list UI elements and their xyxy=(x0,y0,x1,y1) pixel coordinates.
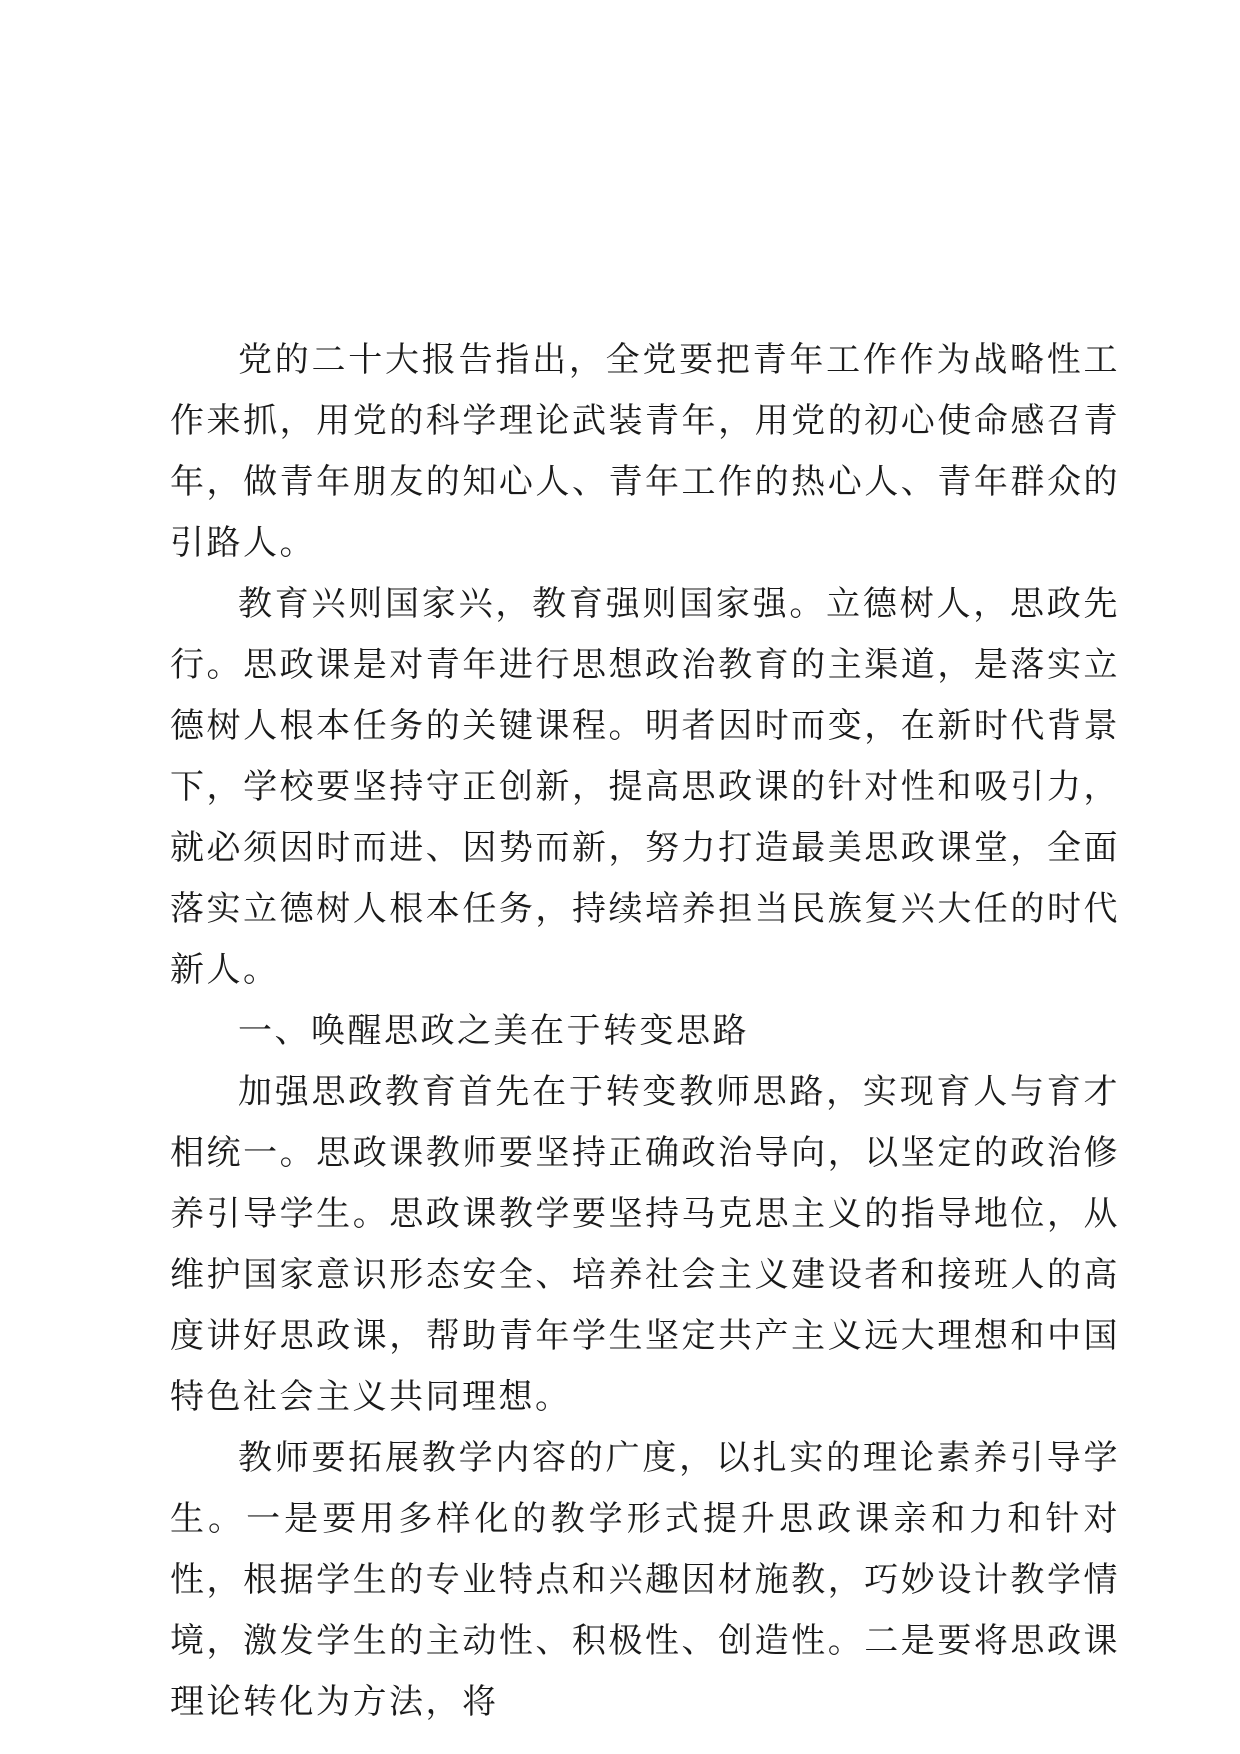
paragraph-teaching-content: 教师要拓展教学内容的广度，以扎实的理论素养引导学生。一是要用多样化的教学形式提升思政课亲和力和针对性，根据学生的专业特点和兴趣因材施教，巧妙设计教学情境，激发学生的主动性、积极性、创造性。二是要将思政课理论转化为方法，将 xyxy=(170,1438,1120,1722)
section-heading: 一、唤醒思政之美在于转变思路 xyxy=(238,1011,749,1051)
paragraph-education: 教育兴则国家兴，教育强则国家强。立德树人，思政先行。思政课是对青年进行思想政治教育的主渠道，是落实立德树人根本任务的关键课程。明者因时而变，在新时代背景下，学校要坚持守正创新，提高思政课的针对性和吸引力，就必须因时而进、因势而新，努力打造最美思政课堂，全面落实立德树人根本任务，持续培养担当民族复兴大任的时代新人。 xyxy=(170,584,1120,990)
document-body xyxy=(170,330,1120,1733)
paragraph-intro: 党的二十大报告指出，全党要把青年工作作为战略性工作来抓，用党的科学理论武装青年，用党的初心使命感召青年，做青年朋友的知心人、青年工作的热心人、青年群众的引路人。 xyxy=(170,340,1120,563)
paragraph-teacher-thinking: 加强思政教育首先在于转变教师思路，实现育人与育才相统一。思政课教师要坚持正确政治导向，以坚定的政治修养引导学生。思政课教学要坚持马克思主义的指导地位，从维护国家意识形态安全、培养社会主义建设者和接班人的高度讲好思政课，帮助青年学生坚定共产主义远大理想和中国特色社会主义共同理想。 xyxy=(170,1072,1120,1417)
